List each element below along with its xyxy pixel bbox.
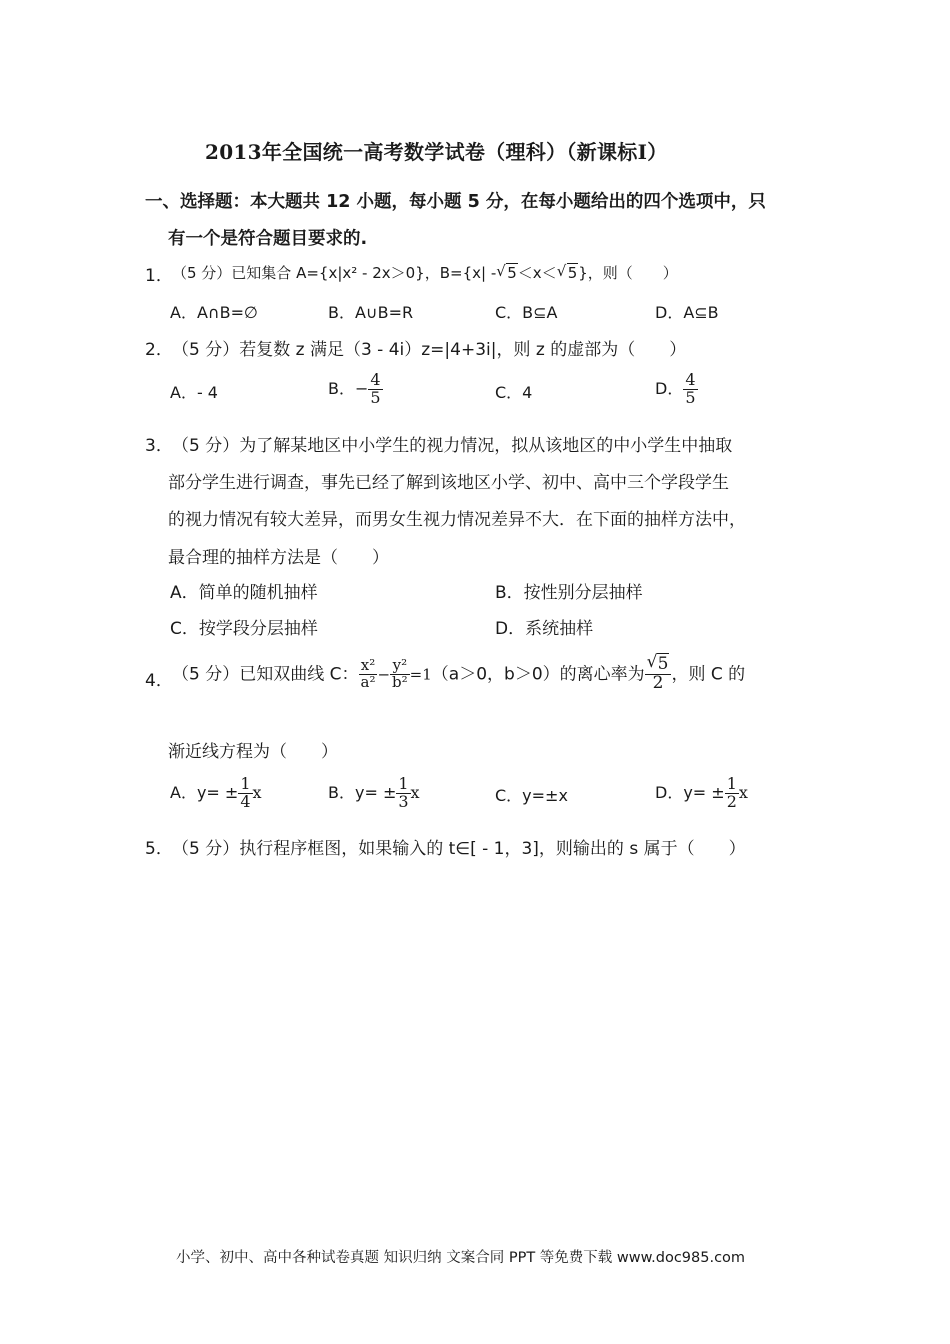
question-stem: （5 分）执行程序框图，如果输入的 t∈[ - 1，3]，则输出的 s 属于（ ） [172, 839, 746, 859]
option-c: C．4 [495, 383, 533, 402]
question-stem [172, 262, 678, 283]
option-b: B．− $\frac{4}{5}$ [328, 370, 381, 407]
option-d: D．A⊆B [655, 303, 719, 322]
section-header-line-1: 一、选择题：本大题共 12 小题，每小题 5 分，在每小题给出的四个选项中，只 [145, 192, 766, 212]
question-number: 4． [145, 671, 173, 691]
question-stem: （5 分）若复数 z 满足（3 - 4i）z=|4+3i|，则 z 的虚部为（ ） [172, 340, 687, 360]
sqrt-symbol: √ 5 [557, 264, 579, 282]
option-d: D．y= ± $\frac{1}{2}$ x [655, 774, 748, 811]
page-title: 2013年全国统一高考数学试卷（理科）（新课标Ⅰ） [205, 140, 668, 164]
question-stem-line: 的视力情况有较大差异，而男女生视力情况差异不大．在下面的抽样方法中， [168, 510, 746, 530]
question-number: 5． [145, 839, 173, 859]
page-footer: 小学、初中、高中各种试卷真题 知识归纳 文案合同 PPT 等免费下载 www.doc985.com [176, 1250, 746, 1266]
option-a: A．A∩B=∅ [170, 303, 258, 322]
option-d: D．系统抽样 [495, 619, 594, 639]
question-number: 3． [145, 436, 173, 456]
option-a: A．y= ± $\frac{1}{4}$ x [170, 774, 262, 811]
question-stem-line: 部分学生进行调查，事先已经了解到该地区小学、初中、高中三个学段学生 [168, 473, 729, 493]
fraction: $\frac{\text{x²}}{\text{a²}}$ [360, 656, 376, 691]
question-stem-line: 渐近线方程为（ ） [168, 742, 338, 762]
sqrt-symbol: √ 5 [647, 656, 670, 674]
stem-text: （5 分）已知集合 A={x|x² - 2x＞0}，B={x| - [172, 264, 497, 282]
option-b: B．A∪B=R [328, 303, 414, 322]
option-c: C．按学段分层抽样 [170, 619, 318, 639]
section-header-line-2: 有一个是符合题目要求的. [168, 229, 368, 249]
fraction: √ $\frac{5}{2}$ [645, 656, 672, 693]
fraction: $\frac{4}{5}$ [370, 370, 381, 407]
fraction: $\frac{4}{5}$ [685, 370, 696, 407]
fraction: $\frac{1}{4}$ [240, 774, 251, 811]
fraction: $\frac{1}{2}$ [726, 774, 737, 811]
option-b: B．y= ± $\frac{1}{3}$ x [328, 774, 420, 811]
option-c: C．y=±x [495, 786, 568, 805]
stem-text: ＜x＜ [517, 264, 557, 282]
option-d: D． $\frac{4}{5}$ [655, 370, 696, 407]
question-stem: （5 分）已知双曲线 C： $\frac{\text{x²}}{\text{a²}}$ − $\frac{\text{y²}}{\text{b²}}$ =1（a＞0，b＞0）的离心率为 √ $\frac{5}{2}$ ，则 C 的 [172, 656, 745, 693]
option-a: A．简单的随机抽样 [170, 583, 318, 603]
question-number: 2． [145, 340, 173, 360]
option-c: C．B⊆A [495, 303, 558, 322]
question-stem-line: （5 分）为了解某地区中小学生的视力情况，拟从该地区的中小学生中抽取 [172, 436, 733, 456]
sqrt-symbol: √ 5 [496, 264, 518, 282]
option-a: A．- 4 [170, 383, 218, 402]
question-number: 1． [145, 266, 173, 286]
fraction: $\frac{\text{y²}}{\text{b²}}$ [392, 656, 408, 691]
option-b: B．按性别分层抽样 [495, 583, 643, 603]
fraction: $\frac{1}{3}$ [398, 774, 409, 811]
question-stem-line: 最合理的抽样方法是（ ） [168, 548, 389, 568]
stem-text: }，则（ ） [578, 264, 678, 282]
